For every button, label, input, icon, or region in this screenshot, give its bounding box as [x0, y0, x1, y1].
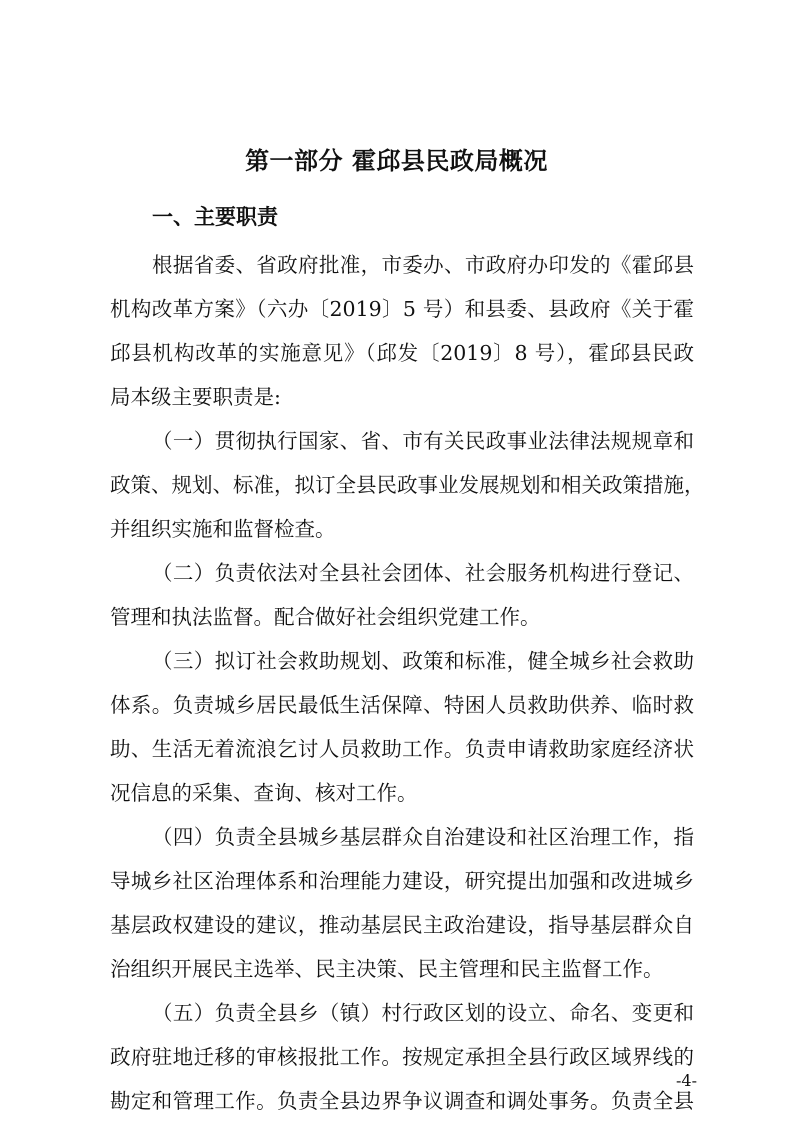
paragraph-line: （五）负责全县乡（镇）村行政区划的设立、命名、变更和 — [152, 1001, 694, 1025]
paragraph-line: 根据省委、省政府批准，市委办、市政府办印发的《霍邱县 — [152, 253, 694, 277]
paragraph-line: 政策、规划、标准，拟订全县民政事业发展规划和相关政策措施， — [110, 473, 705, 497]
paragraph-line: （二）负责依法对全县社会团体、社会服务机构进行登记、 — [152, 561, 694, 585]
paragraph-line: 政府驻地迁移的审核报批工作。按规定承担全县行政区域界线的 — [110, 1045, 694, 1069]
paragraph-line: 体系。负责城乡居民最低生活保障、特困人员救助供养、临时救 — [110, 693, 694, 717]
paragraph-line: 勘定和管理工作。负责全县边界争议调查和调处事务。负责全县 — [110, 1089, 694, 1113]
paragraph-line: 治组织开展民主选举、民主决策、民主管理和民主监督工作。 — [110, 957, 664, 981]
paragraph-line: 助、生活无着流浪乞讨人员救助工作。负责申请救助家庭经济状 — [110, 737, 694, 761]
paragraph-line: 机构改革方案》（六办〔2019〕5 号）和县委、县政府《关于霍 — [110, 297, 694, 321]
page-title: 第一部分 霍邱县民政局概况 — [245, 146, 548, 175]
paragraph-line: 基层政权建设的建议，推动基层民主政治建设，指导基层群众自 — [110, 913, 694, 937]
paragraph-line: 导城乡社区治理体系和治理能力建设，研究提出加强和改进城乡 — [110, 869, 694, 893]
section-heading: 一、主要职责 — [152, 204, 278, 229]
paragraph-line: （一）贯彻执行国家、省、市有关民政事业法律法规规章和 — [152, 429, 694, 453]
page-number: -4- — [676, 1071, 697, 1090]
paragraph-line: 并组织实施和监督检查。 — [110, 517, 336, 541]
paragraph-line: 局本级主要职责是: — [110, 385, 281, 409]
paragraph-line: 邱县机构改革的实施意见》（邱发〔2019〕8 号），霍邱县民政 — [110, 341, 694, 365]
paragraph-line: 管理和执法监督。配合做好社会组织党建工作。 — [110, 605, 541, 629]
paragraph-line: （三）拟订社会救助规划、政策和标准，健全城乡社会救助 — [152, 649, 694, 673]
paragraph-line: 况信息的采集、查询、核对工作。 — [110, 781, 418, 805]
paragraph-line: （四）负责全县城乡基层群众自治建设和社区治理工作，指 — [152, 825, 694, 849]
